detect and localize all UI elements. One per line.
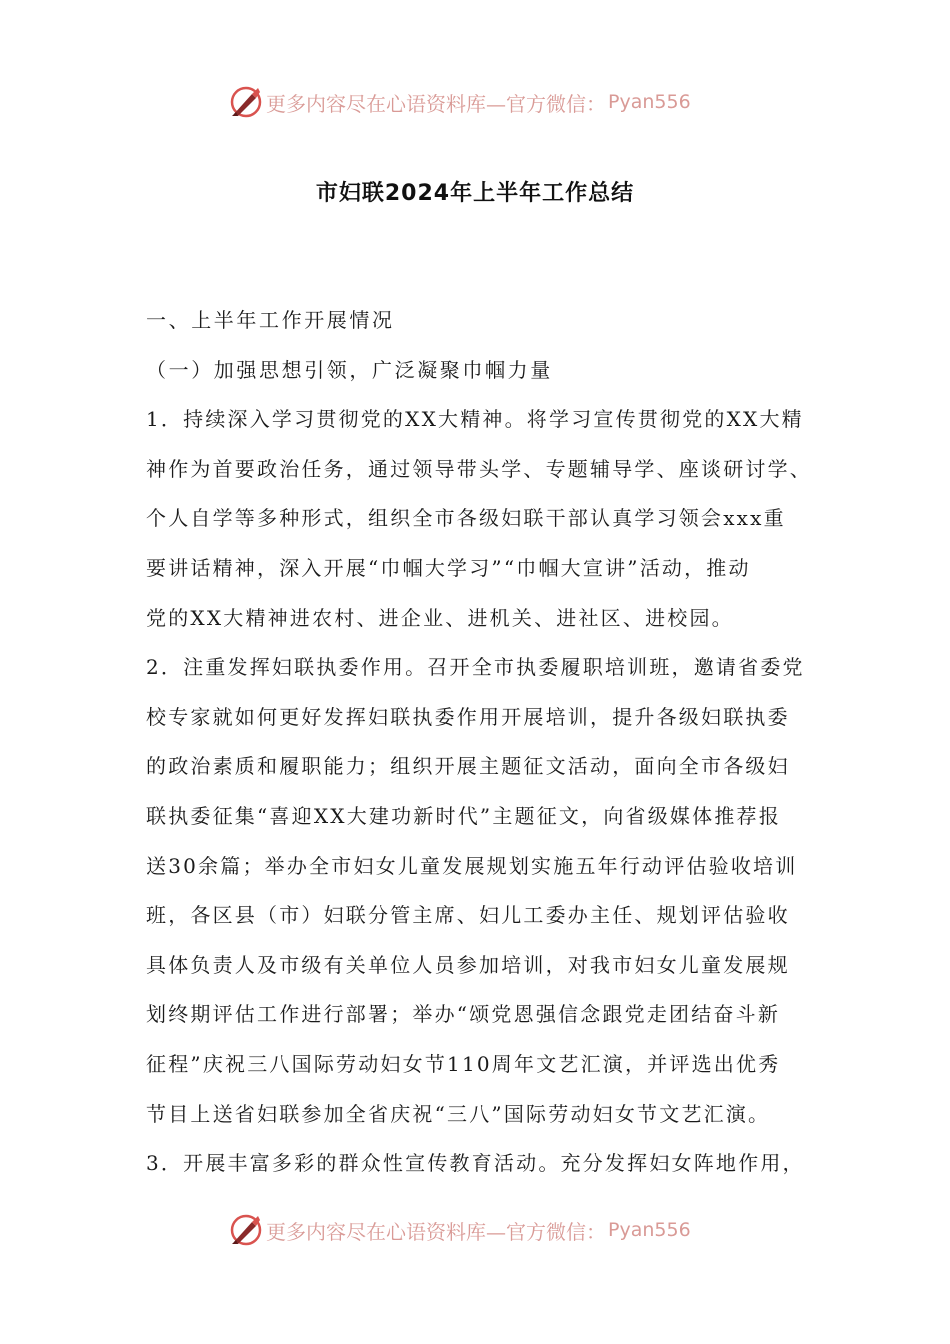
watermark-text: 更多内容尽在心语资料库—官方微信： — [266, 1219, 606, 1244]
watermark-wechat-id: Pyan556 — [608, 91, 691, 113]
paragraph-line: 3．开展丰富多彩的群众性宣传教育活动。充分发挥妇女阵地作用， — [146, 1151, 805, 1176]
watermark-wechat-id: Pyan556 — [608, 1219, 691, 1241]
paragraph-line: 征程”庆祝三八国际劳动妇女节110周年文艺汇演，并评选出优秀 — [146, 1051, 781, 1076]
document-body — [146, 296, 810, 1189]
paragraph-line: 1．持续深入学习贯彻党的XX大精神。将学习宣传贯彻党的XX大精 — [146, 407, 804, 432]
paragraph-line: 班，各区县（市）妇联分管主席、妇儿工委办主任、规划评估验收 — [146, 903, 790, 928]
paragraph-line: 节目上送省妇联参加全省庆祝“三八”国际劳动妇女节文艺汇演。 — [146, 1101, 771, 1126]
paragraph-line: 党的XX大精神进农村、进企业、进机关、进社区、进校园。 — [146, 605, 734, 630]
paragraph-line: 校专家就如何更好发挥妇联执委作用开展培训，提升各级妇联执委 — [146, 704, 790, 729]
pen-logo-icon — [228, 1212, 264, 1248]
paragraph-line: 划终期评估工作进行部署；举办“颂党恩强信念跟党走团结奋斗新 — [146, 1002, 781, 1027]
watermark-text: 更多内容尽在心语资料库—官方微信： — [266, 91, 606, 116]
paragraph-line: 个人自学等多种形式，组织全市各级妇联干部认真学习领会xxx重 — [146, 506, 786, 531]
watermark-header — [228, 82, 691, 122]
paragraph-line: 的政治素质和履职能力；组织开展主题征文活动，面向全市各级妇 — [146, 754, 790, 779]
paragraph-line: 2．注重发挥妇联执委作用。召开全市执委履职培训班，邀请省委党 — [146, 655, 805, 680]
subsection-heading: （一）加强思想引领，广泛凝聚巾帼力量 — [146, 357, 553, 382]
document-title: 市妇联2024年上半年工作总结 — [315, 181, 635, 206]
paragraph-line: 神作为首要政治任务，通过领导带头学、专题辅导学、座谈研讨学、 — [146, 456, 812, 481]
paragraph-line: 要讲话精神，深入开展“巾帼大学习”“巾帼大宣讲”活动，推动 — [146, 555, 751, 580]
paragraph-line: 送30余篇；举办全市妇女儿童发展规划实施五年行动评估验收培训 — [146, 853, 798, 878]
section-heading: 一、上半年工作开展情况 — [146, 308, 395, 332]
paragraph-line: 联执委征集“喜迎XX大建功新时代”主题征文，向省级媒体推荐报 — [146, 803, 781, 828]
paragraph-line: 具体负责人及市级有关单位人员参加培训，对我市妇女儿童发展规 — [146, 952, 790, 977]
pen-logo-icon — [228, 84, 264, 120]
watermark-footer — [228, 1210, 691, 1250]
